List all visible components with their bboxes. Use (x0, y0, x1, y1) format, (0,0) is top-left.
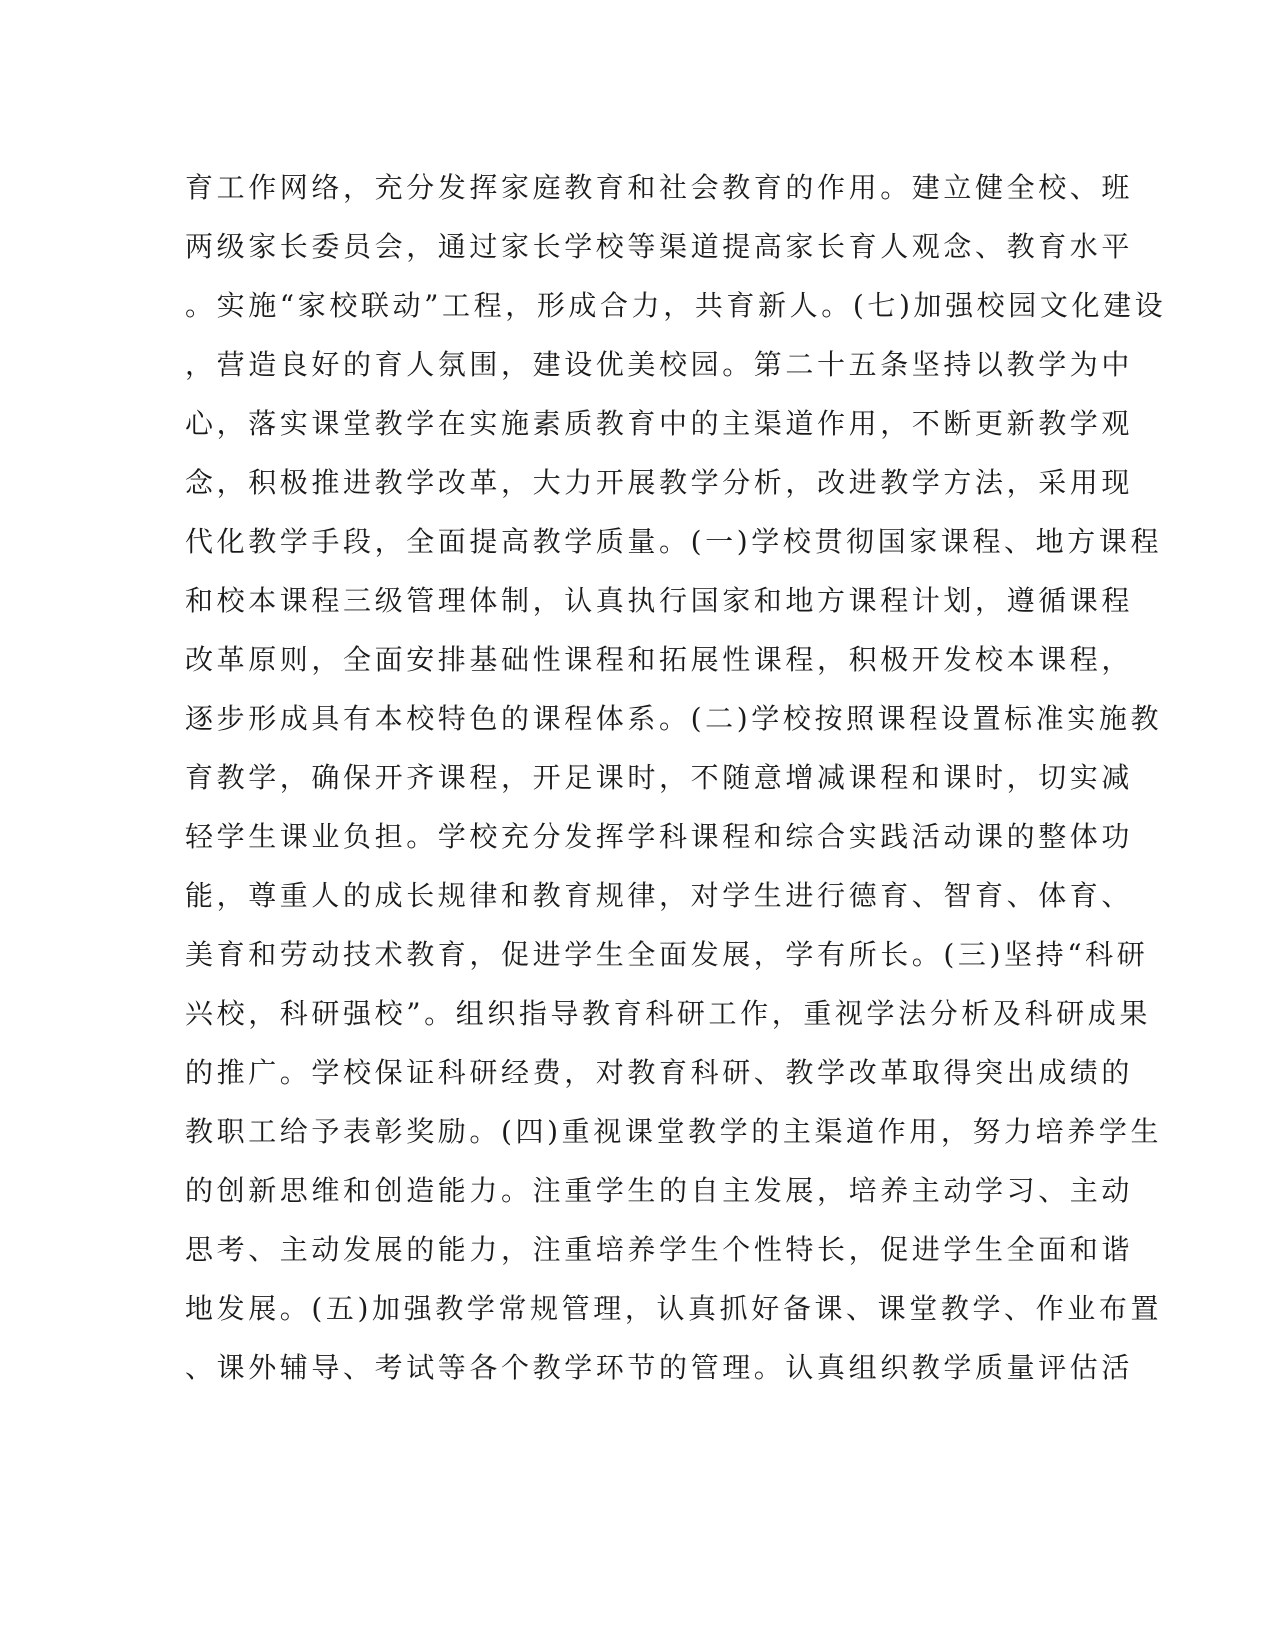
text-line: 的创新思维和创造能力。注重学生的自主发展，培养主动学习、主动 (185, 1174, 1134, 1207)
text-line: 和校本课程三级管理体制，认真执行国家和地方课程计划，遵循课程 (185, 584, 1134, 617)
text-line: 美育和劳动技术教育，促进学生全面发展，学有所长。(三)坚持“科研 (185, 938, 1149, 971)
text-line: 逐步形成具有本校特色的课程体系。(二)学校按照课程设置标准实施教 (185, 702, 1163, 735)
text-line: 育工作网络，充分发挥家庭教育和社会教育的作用。建立健全校、班 (185, 171, 1134, 204)
text-line: 育教学，确保开齐课程，开足课时，不随意增减课程和课时，切实减 (185, 761, 1134, 794)
text-line: 心，落实课堂教学在实施素质教育中的主渠道作用，不断更新教学观 (185, 407, 1134, 440)
text-line: 代化教学手段，全面提高教学质量。(一)学校贯彻国家课程、地方课程 (185, 525, 1163, 558)
text-line: 两级家长委员会，通过家长学校等渠道提高家长育人观念、教育水平 (185, 230, 1134, 263)
text-line: 念，积极推进教学改革，大力开展教学分析，改进教学方法，采用现 (185, 466, 1134, 499)
text-line: 地发展。(五)加强教学常规管理，认真抓好备课、课堂教学、作业布置 (185, 1292, 1163, 1325)
text-line: 、课外辅导、考试等各个教学环节的管理。认真组织教学质量评估活 (185, 1351, 1134, 1384)
text-line: 兴校，科研强校”。组织指导教育科研工作，重视学法分析及科研成果 (185, 997, 1151, 1030)
text-line: 。实施“家校联动”工程，形成合力，共育新人。(七)加强校园文化建设 (185, 289, 1167, 322)
body-text (185, 158, 1167, 1397)
text-line: 教职工给予表彰奖励。(四)重视课堂教学的主渠道作用，努力培养学生 (185, 1115, 1163, 1148)
text-line: 思考、主动发展的能力，注重培养学生个性特长，促进学生全面和谐 (185, 1233, 1134, 1266)
text-line: 的推广。学校保证科研经费，对教育科研、教学改革取得突出成绩的 (185, 1056, 1134, 1089)
text-line: 改革原则，全面安排基础性课程和拓展性课程，积极开发校本课程， (185, 643, 1134, 676)
text-line: ，营造良好的育人氛围，建设优美校园。第二十五条坚持以教学为中 (185, 348, 1134, 381)
text-line: 轻学生课业负担。学校充分发挥学科课程和综合实践活动课的整体功 (185, 820, 1134, 853)
text-line: 能，尊重人的成长规律和教育规律，对学生进行德育、智育、体育、 (185, 879, 1134, 912)
